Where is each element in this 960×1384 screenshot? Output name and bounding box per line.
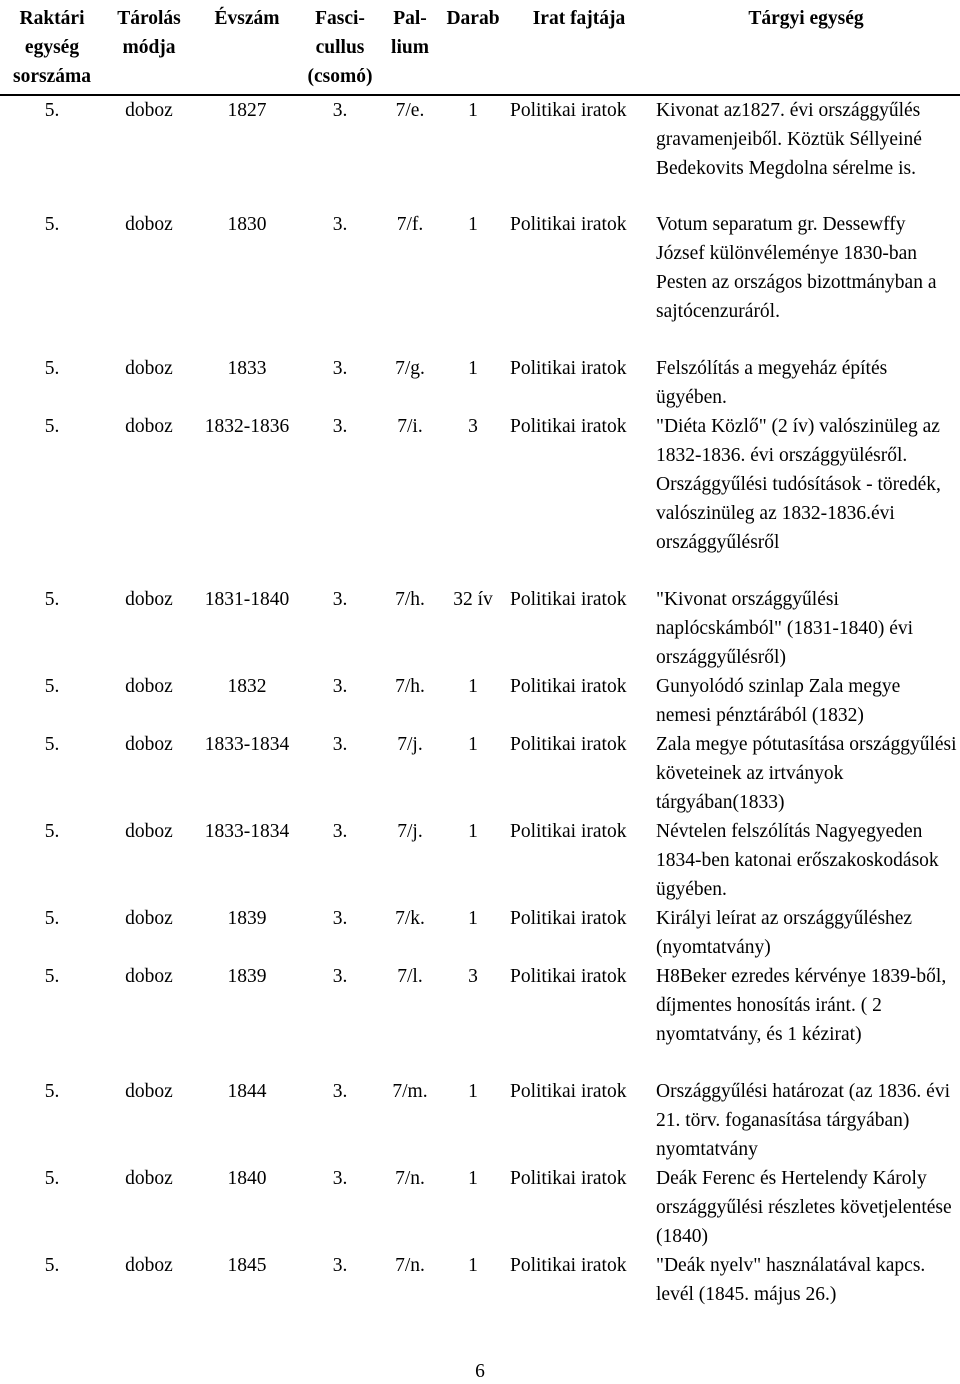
table-row [0, 1077, 960, 1164]
cell-year: 1833 [227, 358, 267, 379]
cell-count: 1 [468, 676, 478, 697]
cell-storage: doboz [125, 908, 173, 929]
cell-pallium: 7/n. [395, 1168, 425, 1189]
header-fasciculus: Fasci-cullus (csomó) [300, 4, 380, 95]
cell-subject: "Diéta Közlő" (2 ív) valószinüleg az 1832-1836. évi országgyülésről. Országgyűlési tudósítások - töredék, valószinüleg az 1832-1836.évi országgyűlésről [656, 416, 941, 553]
cell-fasciculus: 3. [332, 100, 348, 121]
cell-storage: doboz [125, 1168, 173, 1189]
cell-pallium: 7/m. [392, 1081, 428, 1102]
cell-year: 1833-1834 [204, 734, 290, 755]
cell-count: 1 [468, 908, 478, 929]
cell-pallium: 7/j. [397, 734, 423, 755]
cell-document-type: Politikai iratok [510, 100, 627, 121]
cell-storage: doboz [125, 358, 173, 379]
cell-unit: 5. [44, 676, 60, 697]
cell-fasciculus: 3. [332, 358, 348, 379]
cell-count: 3 [468, 966, 478, 987]
cell-subject: H8Beker ezredes kérvénye 1839-ből, díjmentes honosítás iránt. ( 2 nyomtatvány, és 1 kézirat) [656, 966, 947, 1045]
cell-pallium: 7/g. [395, 358, 425, 379]
header-year: Évszám [194, 4, 300, 95]
cell-unit: 5. [44, 100, 60, 121]
cell-storage: doboz [125, 734, 173, 755]
cell-unit: 5. [44, 1168, 60, 1189]
cell-pallium: 7/f. [396, 214, 424, 235]
cell-storage: doboz [125, 1255, 173, 1276]
cell-unit: 5. [44, 214, 60, 235]
cell-unit: 5. [44, 1255, 60, 1276]
cell-document-type: Politikai iratok [510, 214, 627, 235]
cell-count: 1 [468, 214, 478, 235]
cell-document-type: Politikai iratok [510, 908, 627, 929]
cell-document-type: Politikai iratok [510, 358, 627, 379]
table-row [0, 210, 960, 354]
cell-fasciculus: 3. [332, 589, 348, 610]
cell-year: 1833-1834 [204, 821, 290, 842]
cell-count: 1 [468, 734, 478, 755]
cell-count: 32 ív [453, 589, 493, 610]
cell-subject: "Deák nyelv" használatával kapcs. levél (1845. május 26.) [656, 1255, 926, 1305]
table-row [0, 962, 960, 1077]
cell-storage: doboz [125, 1081, 173, 1102]
cell-pallium: 7/i. [397, 416, 423, 437]
cell-count: 1 [468, 358, 478, 379]
cell-subject: Deák Ferenc és Hertelendy Károly országgyűlési részletes követjelentése (1840) [656, 1168, 952, 1247]
cell-document-type: Politikai iratok [510, 821, 627, 842]
cell-count: 1 [468, 1255, 478, 1276]
cell-year: 1839 [227, 966, 267, 987]
cell-year: 1845 [227, 1255, 267, 1276]
cell-subject: Felszólítás a megyeház építés ügyében. [656, 358, 888, 408]
cell-unit: 5. [44, 966, 60, 987]
cell-unit: 5. [44, 1081, 60, 1102]
cell-document-type: Politikai iratok [510, 416, 627, 437]
cell-fasciculus: 3. [332, 214, 348, 235]
cell-storage: doboz [125, 416, 173, 437]
cell-year: 1831-1840 [204, 589, 290, 610]
table-row [0, 904, 960, 962]
table-header-row [0, 4, 960, 95]
cell-fasciculus: 3. [332, 1168, 348, 1189]
cell-fasciculus: 3. [332, 1255, 348, 1276]
cell-year: 1840 [227, 1168, 267, 1189]
cell-unit: 5. [44, 358, 60, 379]
cell-fasciculus: 3. [332, 416, 348, 437]
cell-pallium: 7/n. [395, 1255, 425, 1276]
cell-pallium: 7/k. [395, 908, 425, 929]
header-unit-number: Raktári egység sorszáma [0, 4, 104, 95]
cell-document-type: Politikai iratok [510, 966, 627, 987]
cell-pallium: 7/l. [397, 966, 423, 987]
table-row [0, 817, 960, 904]
cell-fasciculus: 3. [332, 1081, 348, 1102]
cell-count: 1 [468, 821, 478, 842]
table-row [0, 95, 960, 210]
cell-year: 1832 [227, 676, 267, 697]
header-count: Darab [440, 4, 506, 95]
cell-subject: Névtelen felszólítás Nagyegyeden 1834-ben katonai erőszakoskodások ügyében. [656, 821, 939, 900]
cell-document-type: Politikai iratok [510, 1081, 627, 1102]
cell-fasciculus: 3. [332, 734, 348, 755]
cell-count: 1 [468, 1081, 478, 1102]
cell-storage: doboz [125, 676, 173, 697]
cell-document-type: Politikai iratok [510, 1255, 627, 1276]
cell-subject: Kivonat az1827. évi országgyűlés gravamenjeiből. Köztük Séllyeiné Bedekovits Megdolna sérelme is. [656, 100, 922, 179]
cell-count: 3 [468, 416, 478, 437]
cell-subject: "Kivonat országgyűlési naplócskámból" (1831-1840) évi országgyűlésről) [656, 589, 914, 668]
cell-fasciculus: 3. [332, 908, 348, 929]
cell-subject: Királyi leírat az országgyűléshez (nyomtatvány) [656, 908, 913, 958]
cell-unit: 5. [44, 734, 60, 755]
cell-storage: doboz [125, 100, 173, 121]
cell-document-type: Politikai iratok [510, 734, 627, 755]
cell-unit: 5. [44, 908, 60, 929]
cell-storage: doboz [125, 966, 173, 987]
cell-unit: 5. [44, 821, 60, 842]
table-row [0, 412, 960, 585]
page-number: 6 [475, 1361, 485, 1382]
cell-subject: Votum separatum gr. Dessewffy József különvéleménye 1830-ban Pesten az országos bizottmányban a sajtócenzuráról. [656, 214, 937, 322]
cell-document-type: Politikai iratok [510, 676, 627, 697]
cell-year: 1844 [227, 1081, 267, 1102]
table-row [0, 730, 960, 817]
table-row [0, 672, 960, 730]
cell-fasciculus: 3. [332, 821, 348, 842]
archive-inventory-table [0, 4, 960, 1309]
table-row [0, 1164, 960, 1251]
cell-storage: doboz [125, 821, 173, 842]
cell-storage: doboz [125, 214, 173, 235]
cell-pallium: 7/j. [397, 821, 423, 842]
cell-year: 1830 [227, 214, 267, 235]
header-pallium: Pal-lium [380, 4, 440, 95]
cell-pallium: 7/e. [395, 100, 425, 121]
cell-document-type: Politikai iratok [510, 1168, 627, 1189]
header-document-type: Irat fajtája [506, 4, 652, 95]
cell-pallium: 7/h. [395, 589, 425, 610]
cell-year: 1827 [227, 100, 267, 121]
table-row [0, 354, 960, 412]
table-row [0, 585, 960, 672]
cell-subject: Gunyolódó szinlap Zala megye nemesi pénztárából (1832) [656, 676, 901, 726]
cell-document-type: Politikai iratok [510, 589, 627, 610]
cell-unit: 5. [44, 589, 60, 610]
cell-fasciculus: 3. [332, 966, 348, 987]
cell-year: 1839 [227, 908, 267, 929]
cell-unit: 5. [44, 416, 60, 437]
table-row [0, 1251, 960, 1309]
cell-subject: Országgyűlési határozat (az 1836. évi 21. törv. foganasítása tárgyában) nyomtatvány [656, 1081, 951, 1160]
cell-count: 1 [468, 1168, 478, 1189]
cell-count: 1 [468, 100, 478, 121]
header-subject: Tárgyi egység [652, 4, 960, 95]
cell-pallium: 7/h. [395, 676, 425, 697]
cell-fasciculus: 3. [332, 676, 348, 697]
cell-subject: Zala megye pótutasítása országgyűlési követeinek az irtványok tárgyában(1833) [656, 734, 957, 813]
cell-year: 1832-1836 [204, 416, 290, 437]
cell-storage: doboz [125, 589, 173, 610]
header-storage: Tárolás módja [104, 4, 194, 95]
